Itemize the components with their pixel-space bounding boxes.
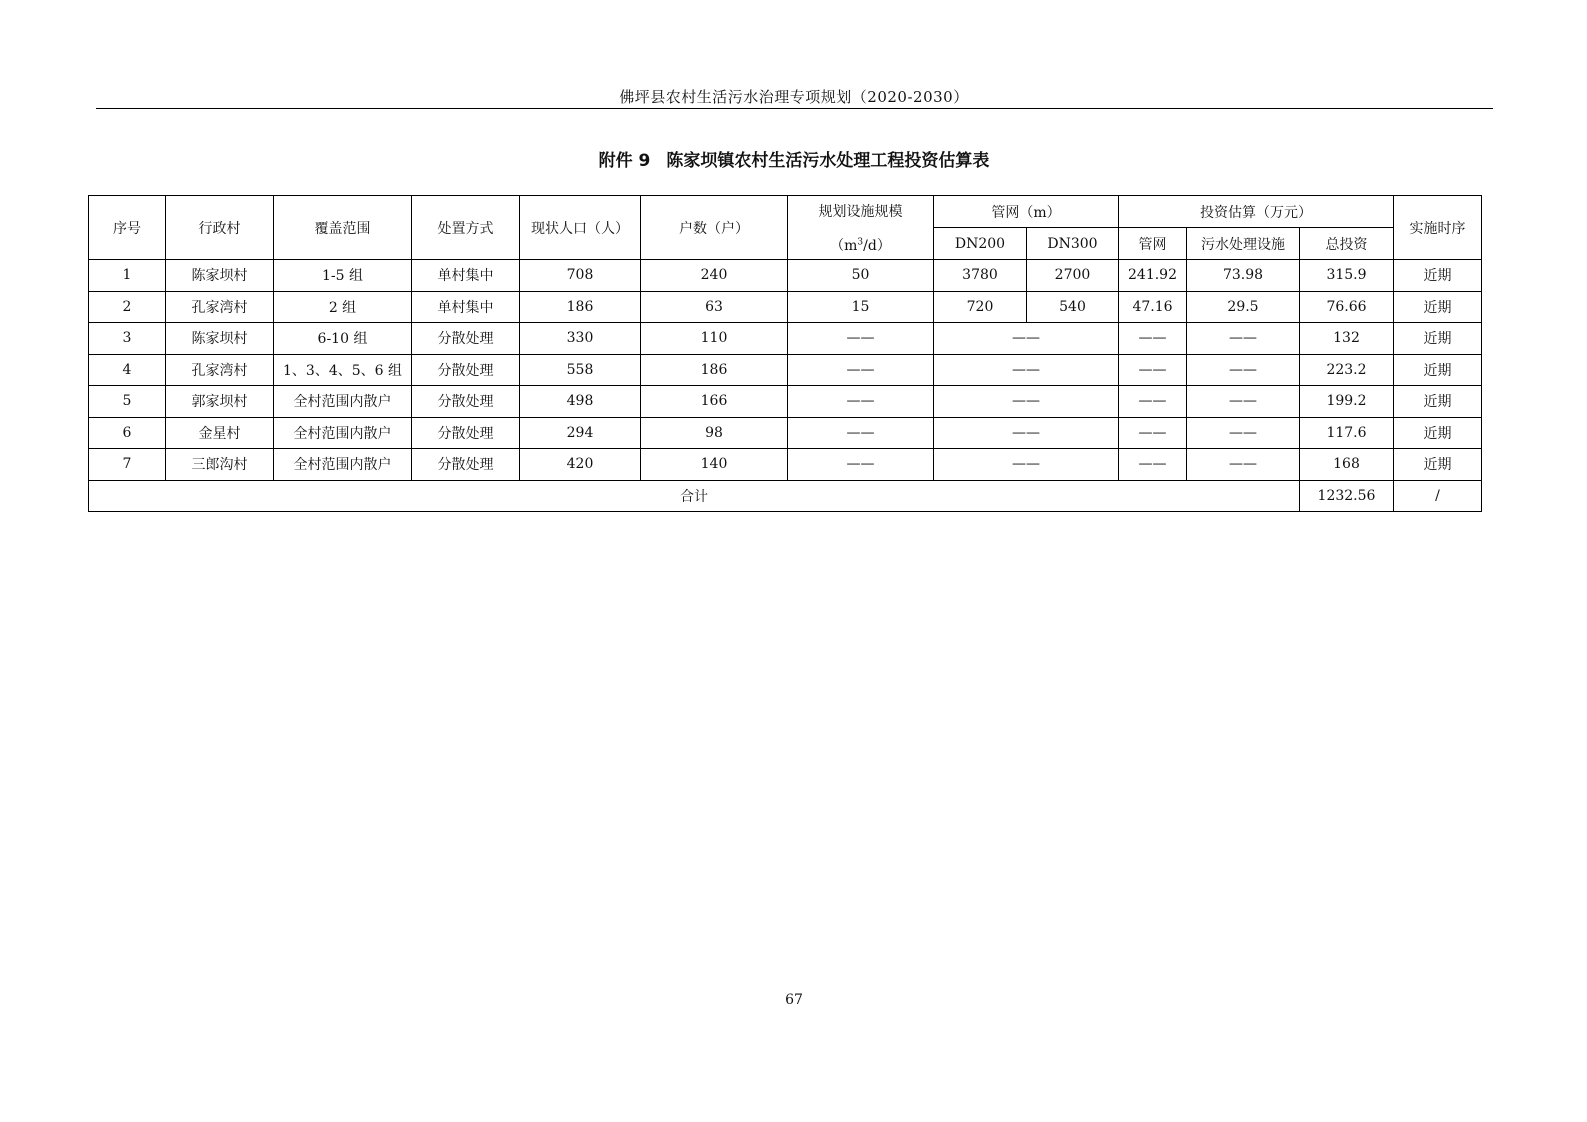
header-households: 户数（户）	[641, 196, 788, 260]
table-row	[89, 323, 1482, 355]
cell-coverage: 2 组	[274, 291, 412, 323]
cell-scale: ——	[788, 354, 934, 386]
header-seq: 序号	[89, 196, 166, 260]
cell-coverage: 全村范围内散户	[274, 417, 412, 449]
total-phase: /	[1394, 480, 1482, 512]
cell-dn300: 540	[1027, 291, 1119, 323]
header-invest-total: 总投资	[1300, 228, 1394, 260]
cell-method: 分散处理	[412, 323, 520, 355]
cell-scale: ——	[788, 417, 934, 449]
table-row	[89, 354, 1482, 386]
cell-phase: 近期	[1394, 323, 1482, 355]
header-row-1	[89, 196, 1482, 228]
cell-invest-facility: ——	[1187, 323, 1300, 355]
cell-scale: ——	[788, 449, 934, 481]
cell-households: 98	[641, 417, 788, 449]
cell-village: 郭家坝村	[166, 386, 274, 418]
cell-village: 陈家坝村	[166, 323, 274, 355]
cell-invest-pipe: ——	[1119, 354, 1187, 386]
cell-coverage: 6-10 组	[274, 323, 412, 355]
cell-invest-pipe: ——	[1119, 417, 1187, 449]
cell-village: 三郎沟村	[166, 449, 274, 481]
cell-seq: 4	[89, 354, 166, 386]
table-row	[89, 260, 1482, 292]
cell-village: 陈家坝村	[166, 260, 274, 292]
cell-dn200: 720	[934, 291, 1027, 323]
cell-phase: 近期	[1394, 386, 1482, 418]
cell-population: 330	[520, 323, 641, 355]
cell-pipe-merged: ——	[934, 417, 1119, 449]
cell-scale: ——	[788, 323, 934, 355]
cell-invest-total: 76.66	[1300, 291, 1394, 323]
title-prefix: 附件 9	[598, 151, 651, 171]
cell-phase: 近期	[1394, 449, 1482, 481]
cell-pipe-merged: ——	[934, 386, 1119, 418]
cell-invest-pipe: 47.16	[1119, 291, 1187, 323]
cell-seq: 1	[89, 260, 166, 292]
cell-method: 单村集中	[412, 260, 520, 292]
total-row	[89, 480, 1482, 512]
cell-village: 孔家湾村	[166, 291, 274, 323]
cell-invest-pipe: ——	[1119, 386, 1187, 418]
cell-invest-facility: ——	[1187, 386, 1300, 418]
cell-seq: 6	[89, 417, 166, 449]
cell-invest-facility: 73.98	[1187, 260, 1300, 292]
cell-seq: 5	[89, 386, 166, 418]
table-row	[89, 449, 1482, 481]
header-population: 现状人口（人）	[520, 196, 641, 260]
cell-dn200: 3780	[934, 260, 1027, 292]
cell-invest-total: 315.9	[1300, 260, 1394, 292]
cell-invest-total: 168	[1300, 449, 1394, 481]
investment-table	[88, 195, 1482, 512]
header-village: 行政村	[166, 196, 274, 260]
header-coverage: 覆盖范围	[274, 196, 412, 260]
cell-coverage: 全村范围内散户	[274, 386, 412, 418]
total-label: 合计	[89, 480, 1300, 512]
header-phase: 实施时序	[1394, 196, 1482, 260]
cell-households: 63	[641, 291, 788, 323]
cell-households: 186	[641, 354, 788, 386]
cell-seq: 2	[89, 291, 166, 323]
cell-households: 110	[641, 323, 788, 355]
cell-invest-pipe: ——	[1119, 323, 1187, 355]
cell-phase: 近期	[1394, 291, 1482, 323]
document-title	[96, 146, 1492, 171]
cell-invest-facility: ——	[1187, 449, 1300, 481]
cell-scale: ——	[788, 386, 934, 418]
header-dn300: DN300	[1027, 228, 1119, 260]
cell-pipe-merged: ——	[934, 323, 1119, 355]
cell-method: 分散处理	[412, 386, 520, 418]
cell-invest-total: 117.6	[1300, 417, 1394, 449]
header-rule	[96, 108, 1493, 109]
cell-village: 孔家湾村	[166, 354, 274, 386]
cell-method: 分散处理	[412, 449, 520, 481]
page-number: 67	[785, 992, 803, 1008]
table-row	[89, 386, 1482, 418]
cell-coverage: 1、3、4、5、6 组	[274, 354, 412, 386]
total-invest: 1232.56	[1300, 480, 1394, 512]
cell-population: 420	[520, 449, 641, 481]
title-text: 陈家坝镇农村生活污水处理工程投资估算表	[666, 151, 990, 171]
cell-phase: 近期	[1394, 354, 1482, 386]
cell-phase: 近期	[1394, 260, 1482, 292]
header-scale	[788, 196, 934, 260]
cell-households: 240	[641, 260, 788, 292]
cell-population: 708	[520, 260, 641, 292]
cell-households: 140	[641, 449, 788, 481]
header-scale-label: 规划设施规模	[818, 203, 903, 220]
cell-invest-total: 132	[1300, 323, 1394, 355]
cell-coverage: 全村范围内散户	[274, 449, 412, 481]
cell-invest-pipe: ——	[1119, 449, 1187, 481]
cell-coverage: 1-5 组	[274, 260, 412, 292]
cell-invest-total: 199.2	[1300, 386, 1394, 418]
header-method: 处置方式	[412, 196, 520, 260]
cell-village: 金星村	[166, 417, 274, 449]
cell-method: 单村集中	[412, 291, 520, 323]
cell-seq: 7	[89, 449, 166, 481]
cell-invest-facility: ——	[1187, 354, 1300, 386]
header-scale-unit: $(m^3/d)$	[830, 236, 891, 254]
cell-invest-total: 223.2	[1300, 354, 1394, 386]
cell-population: 186	[520, 291, 641, 323]
cell-scale: 15	[788, 291, 934, 323]
cell-pipe-merged: ——	[934, 354, 1119, 386]
cell-households: 166	[641, 386, 788, 418]
header-invest-group: 投资估算（万元）	[1119, 196, 1394, 228]
cell-population: 558	[520, 354, 641, 386]
cell-invest-pipe: 241.92	[1119, 260, 1187, 292]
cell-pipe-merged: ——	[934, 449, 1119, 481]
cell-seq: 3	[89, 323, 166, 355]
cell-method: 分散处理	[412, 354, 520, 386]
header-invest-facility: 污水处理设施	[1187, 228, 1300, 260]
running-header: 佛坪县农村生活污水治理专项规划（2020-2030）	[619, 88, 969, 106]
cell-population: 498	[520, 386, 641, 418]
header-invest-pipe: 管网	[1119, 228, 1187, 260]
header-pipe-group: 管网（m）	[934, 196, 1119, 228]
cell-invest-facility: 29.5	[1187, 291, 1300, 323]
table-row	[89, 291, 1482, 323]
cell-dn300: 2700	[1027, 260, 1119, 292]
header-dn200: DN200	[934, 228, 1027, 260]
cell-population: 294	[520, 417, 641, 449]
cell-phase: 近期	[1394, 417, 1482, 449]
cell-method: 分散处理	[412, 417, 520, 449]
cell-scale: 50	[788, 260, 934, 292]
cell-invest-facility: ——	[1187, 417, 1300, 449]
table-row	[89, 417, 1482, 449]
